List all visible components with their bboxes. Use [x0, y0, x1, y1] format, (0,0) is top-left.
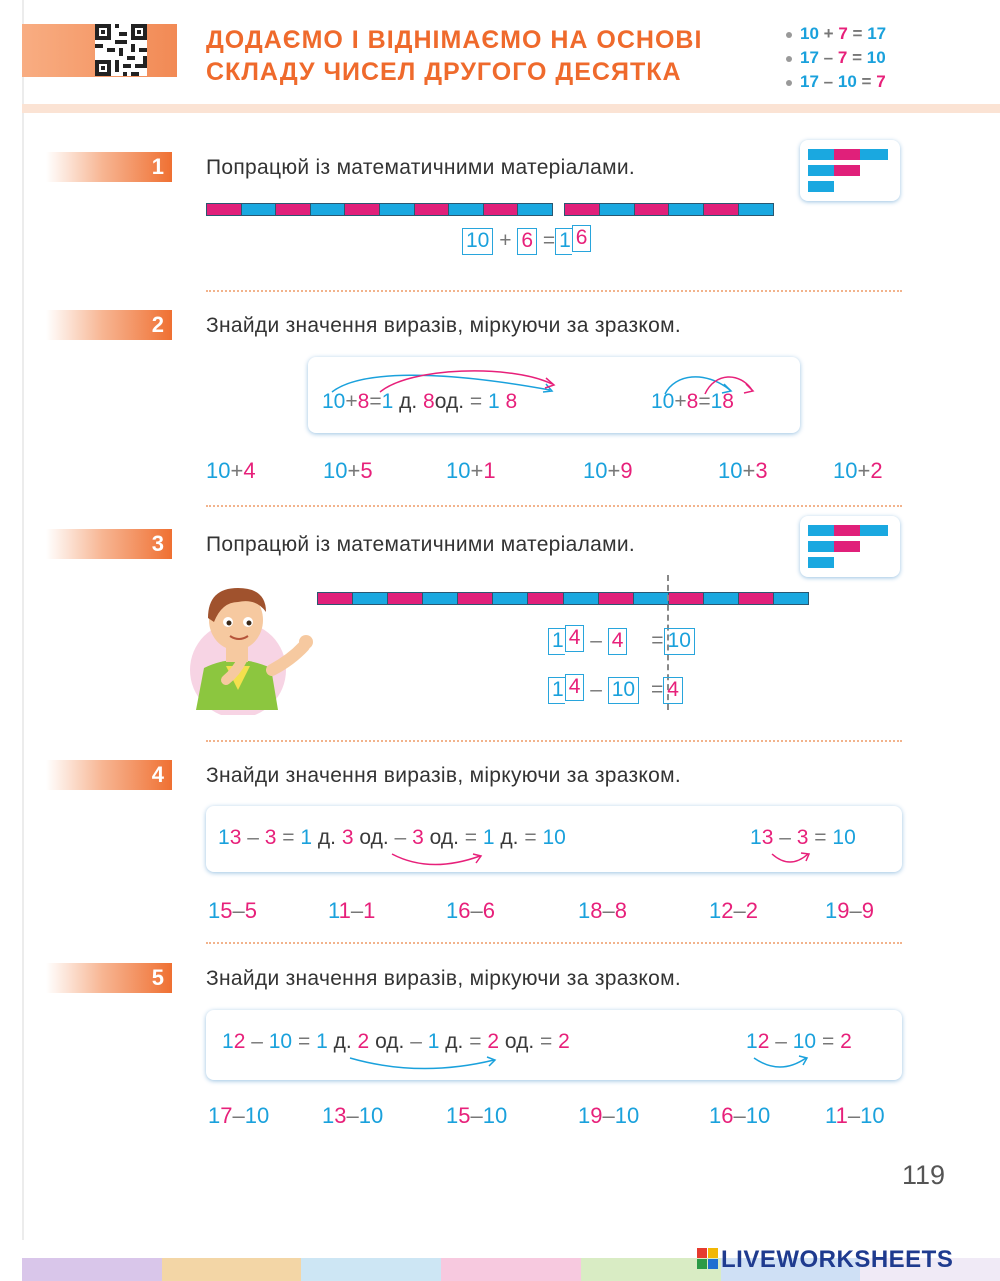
- liveworksheets-icon: [697, 1248, 719, 1270]
- expression[interactable]: 18–8: [578, 898, 627, 923]
- answer-box[interactable]: 4: [663, 677, 683, 704]
- expression[interactable]: 19–9: [825, 898, 874, 923]
- sample-arrows: [380, 848, 900, 872]
- section-divider: [206, 290, 902, 292]
- section-divider: [206, 942, 902, 944]
- expression[interactable]: 17–10: [208, 1103, 270, 1128]
- boy-illustration: [186, 580, 321, 715]
- task-number-4: 4: [46, 760, 172, 790]
- sample-short: 12 – 10 = 2: [746, 1030, 852, 1053]
- header-formula: 17 – 7 = 10: [786, 46, 886, 70]
- sample-arrows: [340, 1052, 900, 1078]
- bullet-icon: [786, 80, 792, 86]
- header-formula: 17 – 10 = 7: [786, 70, 886, 94]
- bullet-icon: [786, 56, 792, 62]
- task5-instruction: Знайди значення виразів, міркуючи за зразком.: [206, 967, 681, 990]
- task4-instruction: Знайди значення виразів, міркуючи за зразком.: [206, 764, 681, 787]
- math-materials-icon: [800, 140, 900, 201]
- header-formulas: [786, 22, 886, 94]
- expression[interactable]: 19–10: [578, 1103, 640, 1128]
- rod-ten[interactable]: [206, 203, 553, 216]
- task3-equation-1: 1 4 – 4 = 10: [548, 628, 695, 655]
- task2-instruction: Знайди значення виразів, міркуючи за зразком.: [206, 314, 681, 337]
- title-line-2: СКЛАДУ ЧИСЕЛ ДРУГОГО ДЕСЯТКА: [206, 58, 682, 86]
- task3-instruction: Попрацюй із математичними матеріалами.: [206, 533, 636, 556]
- sample-long: 13 – 3 = 1 д. 3 од. – 3 од. = 1 д. = 10: [218, 826, 566, 849]
- math-materials-icon: [800, 516, 900, 577]
- expression[interactable]: 10+2: [833, 458, 883, 483]
- expression[interactable]: 10+5: [323, 458, 373, 483]
- rod-six[interactable]: [564, 203, 774, 216]
- page-number: 119: [902, 1160, 946, 1190]
- title-line-1: ДОДАЄМО І ВІДНІМАЄМО НА ОСНОВІ: [206, 26, 703, 54]
- page-title: [206, 24, 702, 88]
- expression[interactable]: 10+3: [718, 458, 768, 483]
- rod-fourteen[interactable]: [317, 592, 809, 605]
- sample-long: 12 – 10 = 1 д. 2 од. – 1 д. = 2 од. = 2: [222, 1030, 570, 1053]
- answer-box[interactable]: 10: [462, 228, 493, 255]
- sample-short: 10+8=18: [651, 390, 734, 413]
- task-number-5: 5: [46, 963, 172, 993]
- expression[interactable]: 13–10: [322, 1103, 384, 1128]
- expression[interactable]: 10+9: [583, 458, 633, 483]
- expression[interactable]: 15–10: [446, 1103, 508, 1128]
- answer-box[interactable]: 6: [517, 228, 537, 255]
- answer-box-units[interactable]: 4: [565, 625, 585, 652]
- header-separator: [22, 104, 1000, 113]
- expression[interactable]: 16–6: [446, 898, 495, 923]
- task3-equation-2: 1 4 – 10 = 4: [548, 677, 683, 704]
- expression[interactable]: 15–5: [208, 898, 257, 923]
- answer-box-tens[interactable]: 1: [548, 677, 565, 704]
- expression[interactable]: 10+4: [206, 458, 256, 483]
- task-number-2: 2: [46, 310, 172, 340]
- answer-box-units[interactable]: 4: [565, 674, 585, 701]
- answer-box[interactable]: 10: [608, 677, 639, 704]
- header-formula: 10 + 7 = 17: [786, 22, 886, 46]
- expression[interactable]: 11–10: [825, 1103, 885, 1128]
- sample-long: 10+8=1 д. 8од. = 1 8: [322, 390, 518, 413]
- task-number-3: 3: [46, 529, 172, 559]
- section-divider: [206, 740, 902, 742]
- expression[interactable]: 10+1: [446, 458, 496, 483]
- qr-code-icon[interactable]: [95, 24, 147, 76]
- liveworksheets-logo[interactable]: LIVEWORKSHEETS: [697, 1246, 953, 1274]
- answer-box[interactable]: 10: [664, 628, 695, 655]
- task-number-1: 1: [46, 152, 172, 182]
- bullet-icon: [786, 32, 792, 38]
- answer-box-units[interactable]: 6: [572, 225, 592, 252]
- expression[interactable]: 12–2: [709, 898, 758, 923]
- answer-box-tens[interactable]: 1: [555, 228, 572, 255]
- page-edge-line: [22, 0, 24, 1240]
- sample-short: 13 – 3 = 10: [750, 826, 856, 849]
- expression[interactable]: 16–10: [709, 1103, 771, 1128]
- answer-box-tens[interactable]: 1: [548, 628, 565, 655]
- task1-equation: 10 + 6 = 1 6: [462, 228, 591, 255]
- task1-instruction: Попрацюй із математичними матеріалами.: [206, 156, 636, 179]
- section-divider: [206, 505, 902, 507]
- expression[interactable]: 11–1: [328, 898, 376, 923]
- answer-box[interactable]: 4: [608, 628, 628, 655]
